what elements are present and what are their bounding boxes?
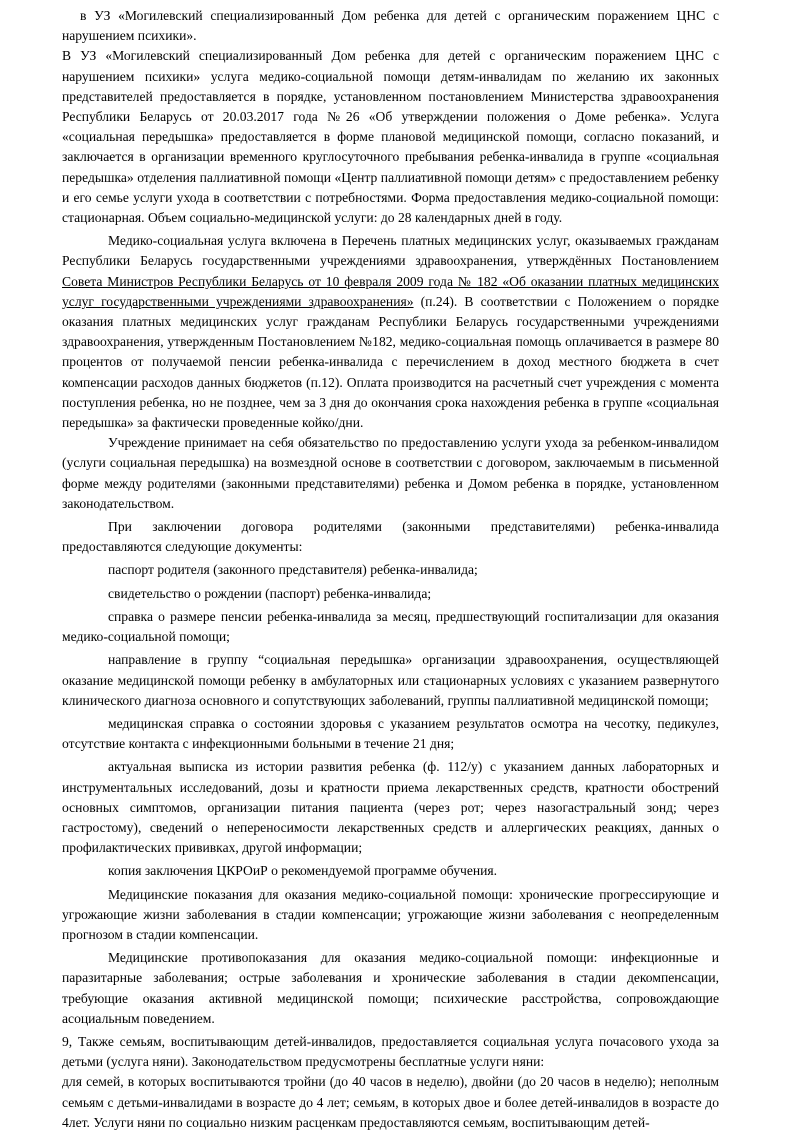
paragraph-nanny-free: для семей, в которых воспитываются тройни (до 40 часов в неделю), двойни (до 20 часов в неделю); неполным семьям с детьми-инвалидами в возрасте до 4 лет; семьям, в которых двое и более детей-инвалидов в возрасте до 4лет. Услуги няни по социально низким расценкам предоставляются семьям, воспитывающим детей- — [62, 1074, 719, 1130]
payment-text-start: Медико-социальная услуга включена в Перечень платных медицинских услуг, оказываемых гражданам Республики Беларусь государственными учреждениями здравоохранения, утверждённых Постановлением — [62, 233, 719, 269]
document-item: справка о размере пенсии ребенка-инвалида за месяц, предшествующий госпитализации для оказания медико-социальной помощи; — [62, 608, 719, 645]
paragraph-nanny-service: 9, Также семьям, воспитывающим детей-инвалидов, предоставляется социальная услуга почасового ухода за детьми (услуга няни). Законодательством предусмотрены бесплатные услуги няни: — [62, 1033, 719, 1070]
paragraph-contraindications: Медицинские противопоказания для оказания медико-социальной помощи: инфекционные и паразитарные заболевания; острые заболевания и хронические заболевания в стадии декомпенсации, требующие оказания активной медицинской помощи; психические расстройства, сопровождающие асоциальным поведением. — [62, 950, 719, 1026]
paragraph-indications: Медицинские показания для оказания медико-социальной помощи: хронические прогрессирующие и угрожающие жизни заболевания в стадии компенсации; угрожающие жизни заболевания с неопределенным прогнозом в стадии компенсации. — [62, 886, 719, 942]
document-item: медицинская справка о состоянии здоровья с указанием результатов осмотра на чесотку, педикулез, отсутствие контакта с инфекционными больными в течение 21 дня; — [62, 715, 719, 752]
payment-text-end: (п.24). В соответствии с Положением о порядке оказания платных медицинских услуг гражданам Республики Беларусь государственными учреждениями здравоохранения, утвержденным Постановлением №182, медико-социальная помощь оплачивается в размере 80 процентов от получаемой пенсии ребенка-инвалида с перечислением в доход местного бюджета в счет компенсации расходов данных бюджетов (п.12). Оплата производится на расчетный счет учреждения с момента поступления ребенка, но не позднее, чем за 3 дня до окончания срока нахождения ребенка в группе «социальная передышка» за фактически проведенные койко/дни. — [62, 293, 719, 431]
document-item: направление в группу “социальная передышка» организации здравоохранения, осуществляющей оказание медицинской помощи ребенку в амбулаторных или стационарных условиях с указанием развернутого клинического диагноза основного и сопутствующих заболеваний, группы паллиативной медицинской помощи; — [62, 652, 719, 708]
paragraph-service-description: В УЗ «Могилевский специализированный Дом ребенка для детей с органическим поражением ЦНС с нарушением психики» услуга медико-социальной помощи детям-инвалидам по желанию их законных представителей предоставляется в порядке, установленном постановлением Министерства здравоохранения Республики Беларусь от 20.03.2017 года №26 «Об утверждении положения о Доме ребенка». Услуга «социальная передышка» предоставляется в форме плановой медицинской помощи, согласно показаний, и заключается в организации временного круглосуточного пребывания ребенка-инвалида в группе «социальная передышка» отделения паллиативной помощи «Центр паллиативной помощи детям» с предоставлением ребенку и его семье услуги ухода в соответствии с потребностями. Форма предоставления медико-социальной помощи: стационарная. Объем социально-медицинской услуги: до 28 календарных дней в году. — [62, 48, 719, 226]
document-item: паспорт родителя (законного представителя) ребенка-инвалида; — [108, 562, 478, 578]
paragraph-payment — [62, 231, 719, 433]
document-item: копия заключения ЦКРОиР о рекомендуемой программе обучения. — [108, 863, 498, 879]
paragraph-intro: в УЗ «Могилевский специализированный Дом ребенка для детей с органическим поражением ЦНС с нарушением психики». — [62, 8, 719, 44]
document-item: актуальная выписка из истории развития ребенка (ф. 112/у) с указанием данных лабораторных и инструментальных исследований, дозы и кратности приема лекарственных средств, кратности обострений основных симптомов, организации питания пациента (через рот; через назогастральный зонд; через гастростому), сведений о непереносимости лекарственных средств и аллергических реакциях, данных о профилактических прививках, другой информации; — [62, 759, 719, 856]
paragraph-documents-intro: При заключении договора родителями (законными представителями) ребенка-инвалида предоставляются следующие документы: — [62, 519, 719, 555]
document-item: свидетельство о рождении (паспорт) ребенка-инвалида; — [108, 585, 432, 601]
paragraph-obligation: Учреждение принимает на себя обязательство по предоставлению услуги ухода за ребенком-инвалидом (услуги социальная передышка) на возмездной основе в соответствии с договором, заключаемым в письменной форме между родителями (законными представителями) ребенка и Домом ребенка в порядке, установленном законодательством. — [62, 435, 719, 511]
resolution-link[interactable]: Совета Министров Республики Беларусь от 10 февраля 2009 года № 182 «Об оказании платных медицинских услуг государственными учреждениями здравоохранения» — [62, 273, 719, 309]
